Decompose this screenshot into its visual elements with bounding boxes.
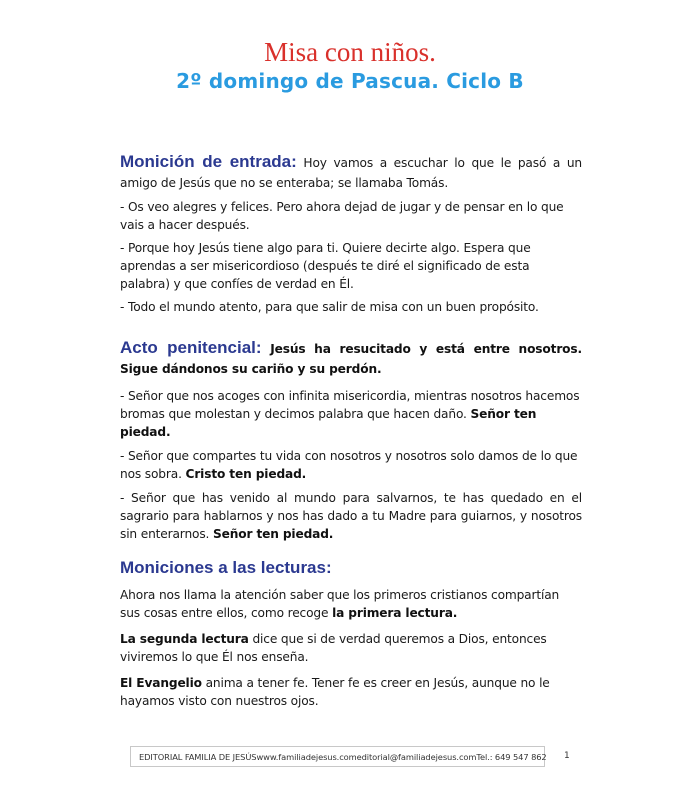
footer-phone: Tel.: 649 547 862 — [476, 751, 547, 762]
section-heading-lecturas-wrap — [120, 558, 582, 578]
invocation — [120, 489, 582, 543]
invocation-response: Señor ten piedad. — [213, 527, 334, 541]
footer-website: www.familiadejesus.com — [256, 751, 357, 762]
lectura-bold: la primera lectura. — [332, 606, 458, 620]
section-monicion-entrada — [120, 152, 582, 321]
monicion-line: - Todo el mundo atento, para que salir de misa con un buen propósito. — [120, 300, 539, 314]
footer-box — [130, 746, 545, 767]
invocation — [120, 447, 582, 483]
lectura-bold: El Evangelio — [120, 676, 202, 690]
acto-intro-text: Jesús ha resucitado y está entre nosotros. Sigue dándonos su cariño y su perdón. — [120, 342, 582, 376]
section-heading-monicion: Monición de entrada: — [120, 152, 297, 171]
section-heading-lecturas: Moniciones a las lecturas: — [120, 558, 332, 577]
monicion-line: - Porque hoy Jesús tiene algo para ti. Quiere decirte algo. Espera que aprendas a ser misericordioso (después te diré el significado de esta palabra) y que confíes de verdad en Él. — [120, 241, 531, 291]
footer-publisher: EDITORIAL FAMILIA DE JESÚS — [139, 751, 257, 762]
monicion-intro-text: Hoy vamos a escuchar lo que le pasó a un amigo de Jesús que no se enteraba; se llamaba Tomás. — [120, 156, 582, 190]
invocation-response: Señor ten piedad. — [120, 407, 537, 439]
page-number: 1 — [564, 751, 570, 761]
invocation-response: Cristo ten piedad. — [185, 467, 307, 481]
monicion-intro-paragraph — [120, 152, 582, 193]
lectura-text: anima a tener fe. Tener fe es creer en Jesús, aunque no le hayamos visto con nuestros ojos. — [120, 676, 550, 708]
document-title: Misa con niños. — [264, 37, 436, 67]
lectura-bold: La segunda lectura — [120, 632, 249, 646]
section-heading-acto: Acto penitencial: — [120, 338, 262, 357]
footer-email: editorial@familiadejesus.com — [356, 751, 477, 762]
lectura-text: Ahora nos llama la atención saber que los primeros cristianos compartían sus cosas entre ellos, como recoge — [120, 588, 560, 620]
lectura-text: dice que si de verdad queremos a Dios, entonces viviremos lo que Él nos enseña. — [120, 632, 547, 664]
lectura-paragraph-2 — [120, 630, 582, 666]
section-moniciones-lecturas — [120, 586, 582, 715]
monicion-line: - Os veo alegres y felices. Pero ahora dejad de jugar y de pensar en lo que vais a hacer después. — [120, 200, 564, 232]
invocation-text: - Señor que nos acoges con infinita misericordia, mientras nosotros hacemos bromas que molestan y decimos palabra que hacen daño. — [120, 389, 580, 421]
lectura-paragraph-3 — [120, 674, 582, 710]
section-acto-penitencial — [120, 338, 582, 548]
acto-intro-paragraph — [120, 338, 582, 379]
invocation-text: - Señor que compartes tu vida con nosotros y nosotros solo damos de lo que nos sobra. — [120, 449, 578, 481]
lectura-paragraph-1 — [120, 586, 582, 622]
document-subtitle: 2º domingo de Pascua. Ciclo B — [176, 69, 524, 93]
invocation — [120, 387, 582, 441]
invocation-text: - Señor que has venido al mundo para salvarnos, te has quedado en el sagrario para hablarnos y nos has dado a tu Madre para guiarnos, y nosotros sin enterarnos. — [120, 491, 582, 541]
